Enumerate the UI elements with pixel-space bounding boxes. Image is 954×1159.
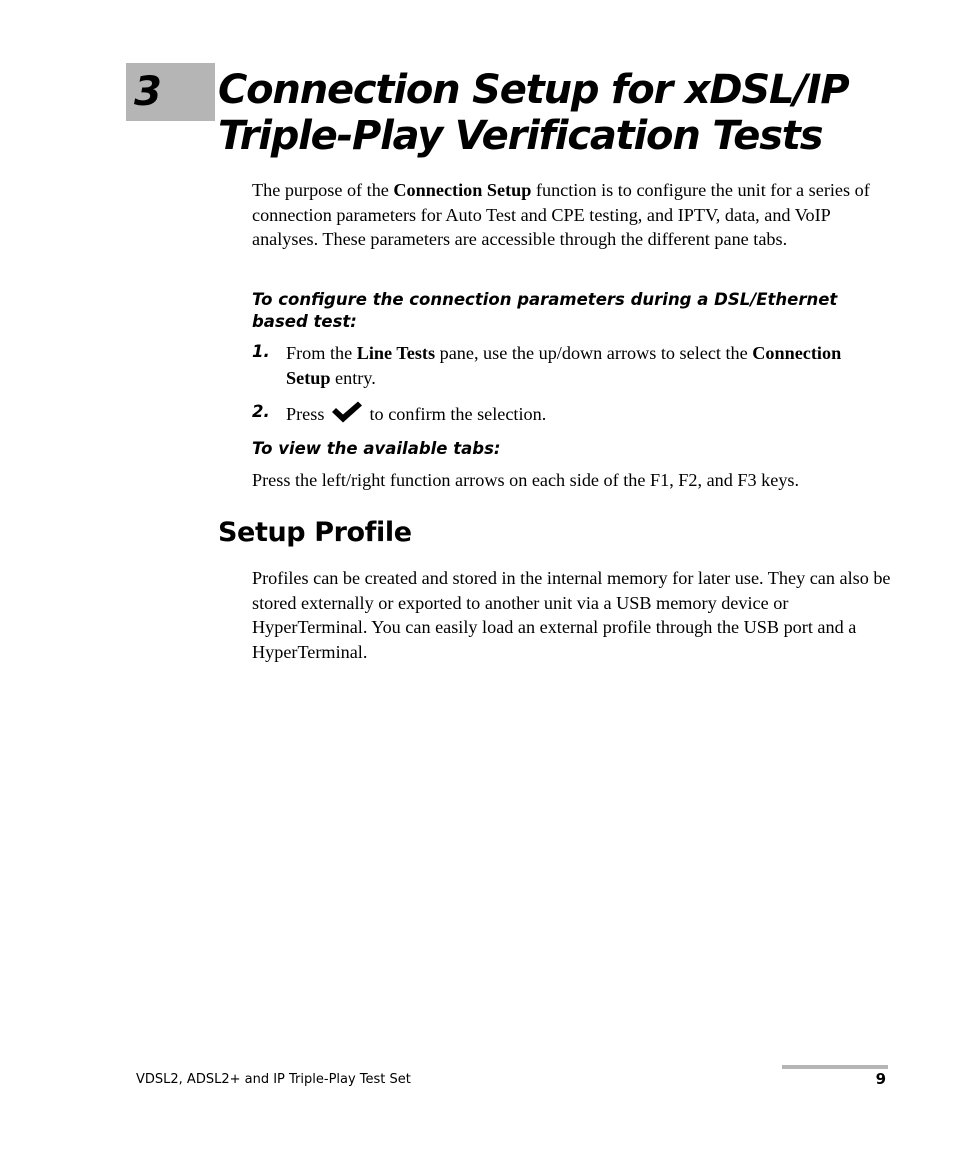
footer-document-title: VDSL2, ADSL2+ and IP Triple-Play Test Set xyxy=(136,1072,411,1087)
step-1-text-a: From the xyxy=(286,343,357,363)
procedure-heading-configure: To configure the connection parameters during a DSL/Ethernet based test: xyxy=(252,290,838,331)
step-1-bold-b: Connection Setup xyxy=(286,343,842,388)
intro-text-start: The purpose of the xyxy=(252,180,394,200)
step-2-text-a: Press xyxy=(286,404,325,424)
section-heading: Setup Profile xyxy=(218,517,412,548)
chapter-number: 3 xyxy=(134,69,162,115)
checkmark-icon xyxy=(331,401,363,430)
intro-text-end: function is to configure the unit for a series of connection parameters for Auto Test and CPE testing, and IPTV, data, and VoIP analyses. These parameters are accessible through the different pane tabs. xyxy=(252,180,870,249)
intro-bold-term: Connection Setup xyxy=(393,180,532,200)
step-1-text-b: pane, use the up/down arrows to select the xyxy=(435,343,753,363)
step-2-text-b: to confirm the selection. xyxy=(369,404,547,424)
procedure-heading-view-tabs: To view the available tabs: xyxy=(252,439,501,458)
step-1-bold-a: Line Tests xyxy=(356,343,436,363)
procedure-view-tabs-text: Press the left/right function arrows on each side of the F1, F2, and F3 keys. xyxy=(252,470,800,490)
step-text xyxy=(286,401,886,430)
page-number: 9 xyxy=(875,1070,886,1088)
step-number: 2. xyxy=(252,402,270,421)
step-number: 1. xyxy=(252,342,270,361)
chapter-title-line-1: Connection Setup for xDSL/IP xyxy=(218,67,849,113)
step-text xyxy=(286,341,886,390)
chapter-title xyxy=(218,67,918,159)
step-1-text-c: entry. xyxy=(330,367,376,388)
chapter-title-line-2: Triple-Play Verification Tests xyxy=(218,113,823,159)
intro-paragraph xyxy=(252,178,892,252)
setup-profile-paragraph: Profiles can be created and stored in the internal memory for later use. They can also be stored externally or exported to another unit via a USB memory device or HyperTerminal. You can easily load an external profile through the USB port and a HyperTerminal. xyxy=(252,568,891,662)
